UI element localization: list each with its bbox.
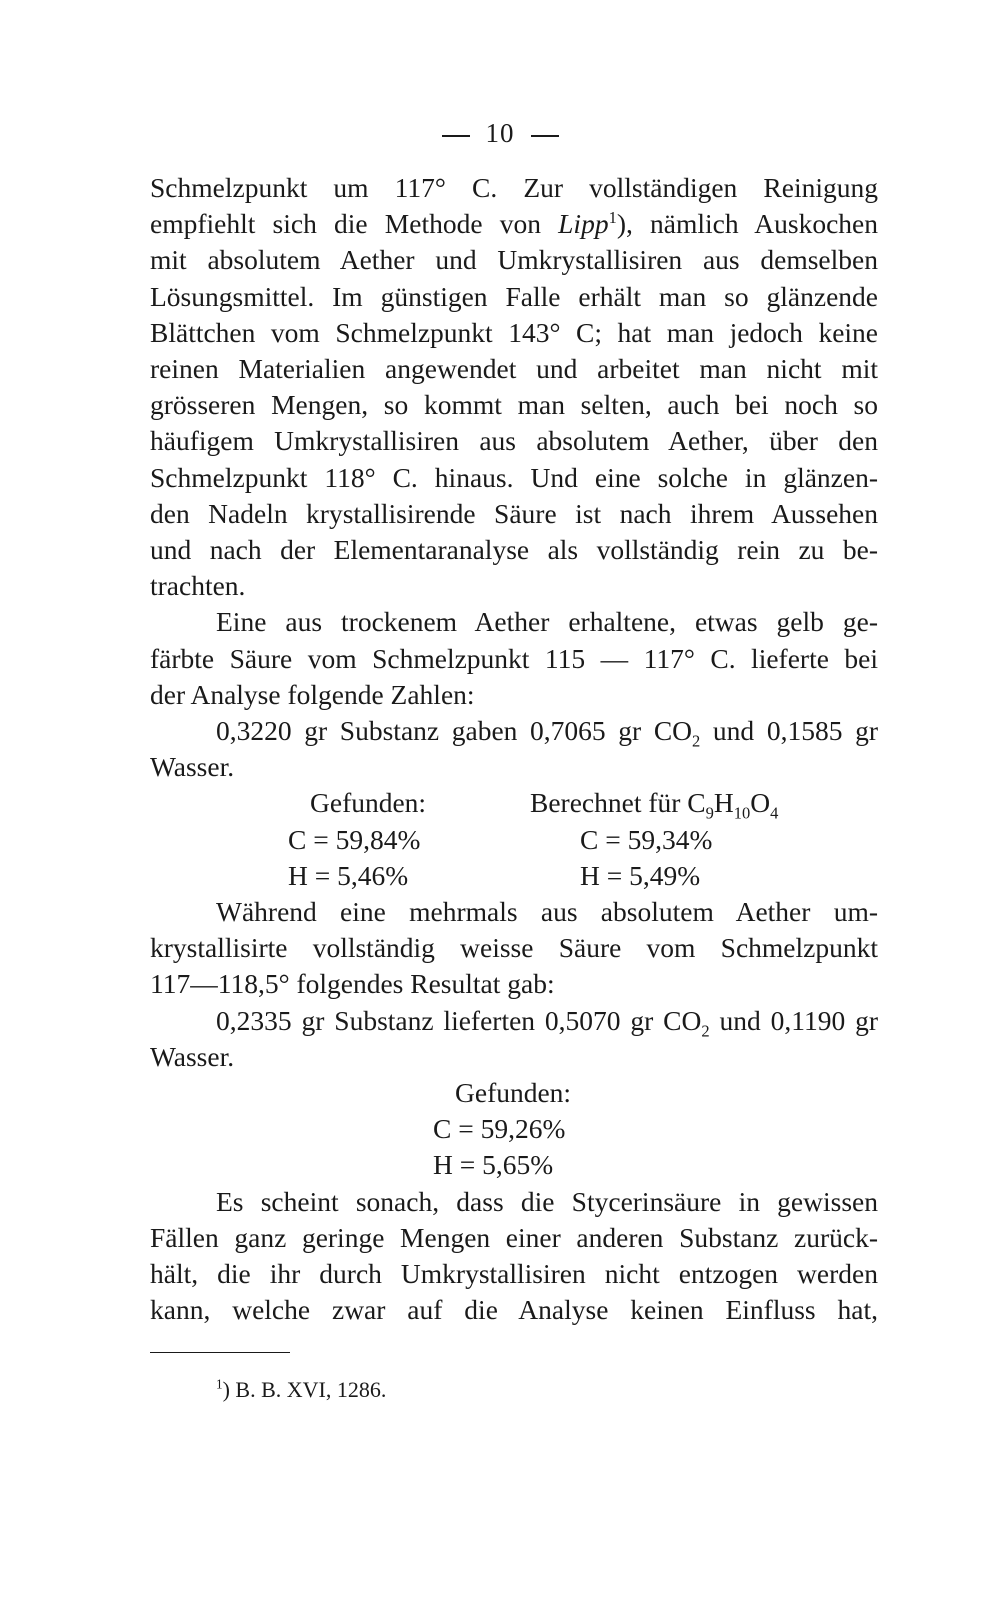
analysis-1-carbon-row <box>150 822 878 858</box>
text-line-lipp-start: empfiehlt sich die Methode von <box>150 208 559 240</box>
co2-subscript: 2 <box>701 1021 710 1041</box>
analysis-2-line <box>150 1003 878 1039</box>
calculated-header-prefix: Berechnet für C <box>530 787 706 819</box>
footnote-text: ) B. B. XVI, 1286. <box>222 1377 387 1402</box>
analysis-1-measurement <box>150 713 878 785</box>
text-line: den Nadeln krystallisirende Säure ist nach ihrem Aussehen <box>150 497 878 529</box>
analysis-2-carbon-row <box>150 1111 878 1147</box>
page-number-dash-left <box>442 135 470 137</box>
formula-o: O <box>750 787 771 819</box>
text-line: hält, die ihr durch Umkrystallisiren nicht entzogen werden <box>150 1258 878 1289</box>
text-line: der Analyse folgende Zahlen: <box>150 678 475 710</box>
found-hydrogen: H = 5,65% <box>433 1149 554 1181</box>
text-line: Blättchen vom Schmelzpunkt 143° C; hat man jedoch keine <box>150 316 878 348</box>
footnote-marker: 1 <box>216 1376 223 1392</box>
analysis-1-table <box>150 785 878 894</box>
formula-c-subscript: 9 <box>705 803 714 823</box>
paragraph-white-acid <box>150 894 878 1003</box>
text-line: Eine aus trockenem Aether erhaltene, etwas gelb ge- <box>216 606 878 638</box>
analysis-2-hydrogen-row <box>150 1147 878 1183</box>
analysis-1-header-row <box>150 785 878 821</box>
text-line: Es scheint sonach, dass die Stycerinsäure in gewissen <box>216 1185 878 1217</box>
analysis-1-prefix: 0,3220 gr Substanz gaben 0,7065 gr CO <box>216 715 693 747</box>
analysis-2-header-row <box>150 1075 878 1111</box>
analysis-2-continuation: Wasser. <box>150 1040 235 1072</box>
text-line: Fällen ganz geringe Mengen einer anderen Substanz zurück- <box>150 1221 878 1253</box>
analysis-1-hydrogen-row <box>150 858 878 894</box>
text-line: Schmelzpunkt 118° C. hinaus. Und eine solche in glänzen- <box>150 461 878 493</box>
text-line: krystallisirte vollständig weisse Säure vom Schmelzpunkt <box>150 932 878 964</box>
found-hydrogen: H = 5,46% <box>288 859 409 891</box>
text-line: Während eine mehrmals aus absolutem Aether um- <box>216 896 878 928</box>
text-line: reinen Materialien angewendet und arbeitet man nicht mit <box>150 353 878 385</box>
analysis-1-continuation: Wasser. <box>150 751 235 783</box>
text-line: häufigem Umkrystallisiren aus absolutem Aether, über den <box>150 425 878 457</box>
text-line: Schmelzpunkt um 117° C. Zur vollständigen Reinigung <box>150 172 878 203</box>
text-line: färbte Säure vom Schmelzpunkt 115 — 117° C. lieferte bei <box>150 642 878 674</box>
footnote-ref: 1 <box>608 208 617 228</box>
text-line: und nach der Elementaranalyse als vollständig rein zu be- <box>150 534 878 566</box>
analysis-2-suffix: und 0,1190 gr <box>709 1004 879 1036</box>
page-number-value: 10 <box>485 118 515 148</box>
paragraph-conclusion <box>150 1184 878 1329</box>
page-body <box>150 170 878 1328</box>
page-number-dash-right <box>531 135 559 137</box>
text-line: 117—118,5° folgendes Resultat gab: <box>150 968 555 1000</box>
calculated-carbon: C = 59,34% <box>580 823 713 855</box>
analysis-2-table <box>150 1075 878 1184</box>
text-line: Lösungsmittel. Im günstigen Falle erhält man so glänzende <box>150 280 878 312</box>
text-line-lipp <box>150 206 878 242</box>
footnote <box>216 1376 386 1404</box>
formula-o-subscript: 4 <box>770 803 779 823</box>
formula-h: H <box>713 787 734 819</box>
calculated-header <box>530 785 778 821</box>
found-header: Gefunden: <box>455 1077 572 1109</box>
paragraph-melting-point <box>150 170 878 604</box>
paragraph-yellow-acid <box>150 604 878 713</box>
found-carbon: C = 59,84% <box>288 823 421 855</box>
page-number <box>0 118 1000 149</box>
analysis-1-suffix: und 0,1585 gr <box>700 715 878 747</box>
text-line: mit absolutem Aether und Umkrystallisiren aus demselben <box>150 244 878 276</box>
text-line: trachten. <box>150 570 246 602</box>
found-carbon: C = 59,26% <box>433 1113 566 1145</box>
analysis-1-line <box>150 713 878 749</box>
text-line: kann, welche zwar auf die Analyse keinen Einfluss hat, <box>150 1294 878 1326</box>
author-lipp: Lipp <box>558 208 609 240</box>
footnote-divider <box>150 1352 290 1353</box>
text-line-lipp-end: ), nämlich Auskochen <box>616 208 878 240</box>
analysis-2-measurement <box>150 1003 878 1075</box>
text-line: grösseren Mengen, so kommt man selten, auch bei noch so <box>150 389 878 421</box>
found-header: Gefunden: <box>310 787 427 819</box>
formula-h-subscript: 10 <box>733 803 751 823</box>
co2-subscript: 2 <box>692 731 701 751</box>
calculated-hydrogen: H = 5,49% <box>580 859 701 891</box>
analysis-2-prefix: 0,2335 gr Substanz lieferten 0,5070 gr CO <box>216 1004 702 1036</box>
